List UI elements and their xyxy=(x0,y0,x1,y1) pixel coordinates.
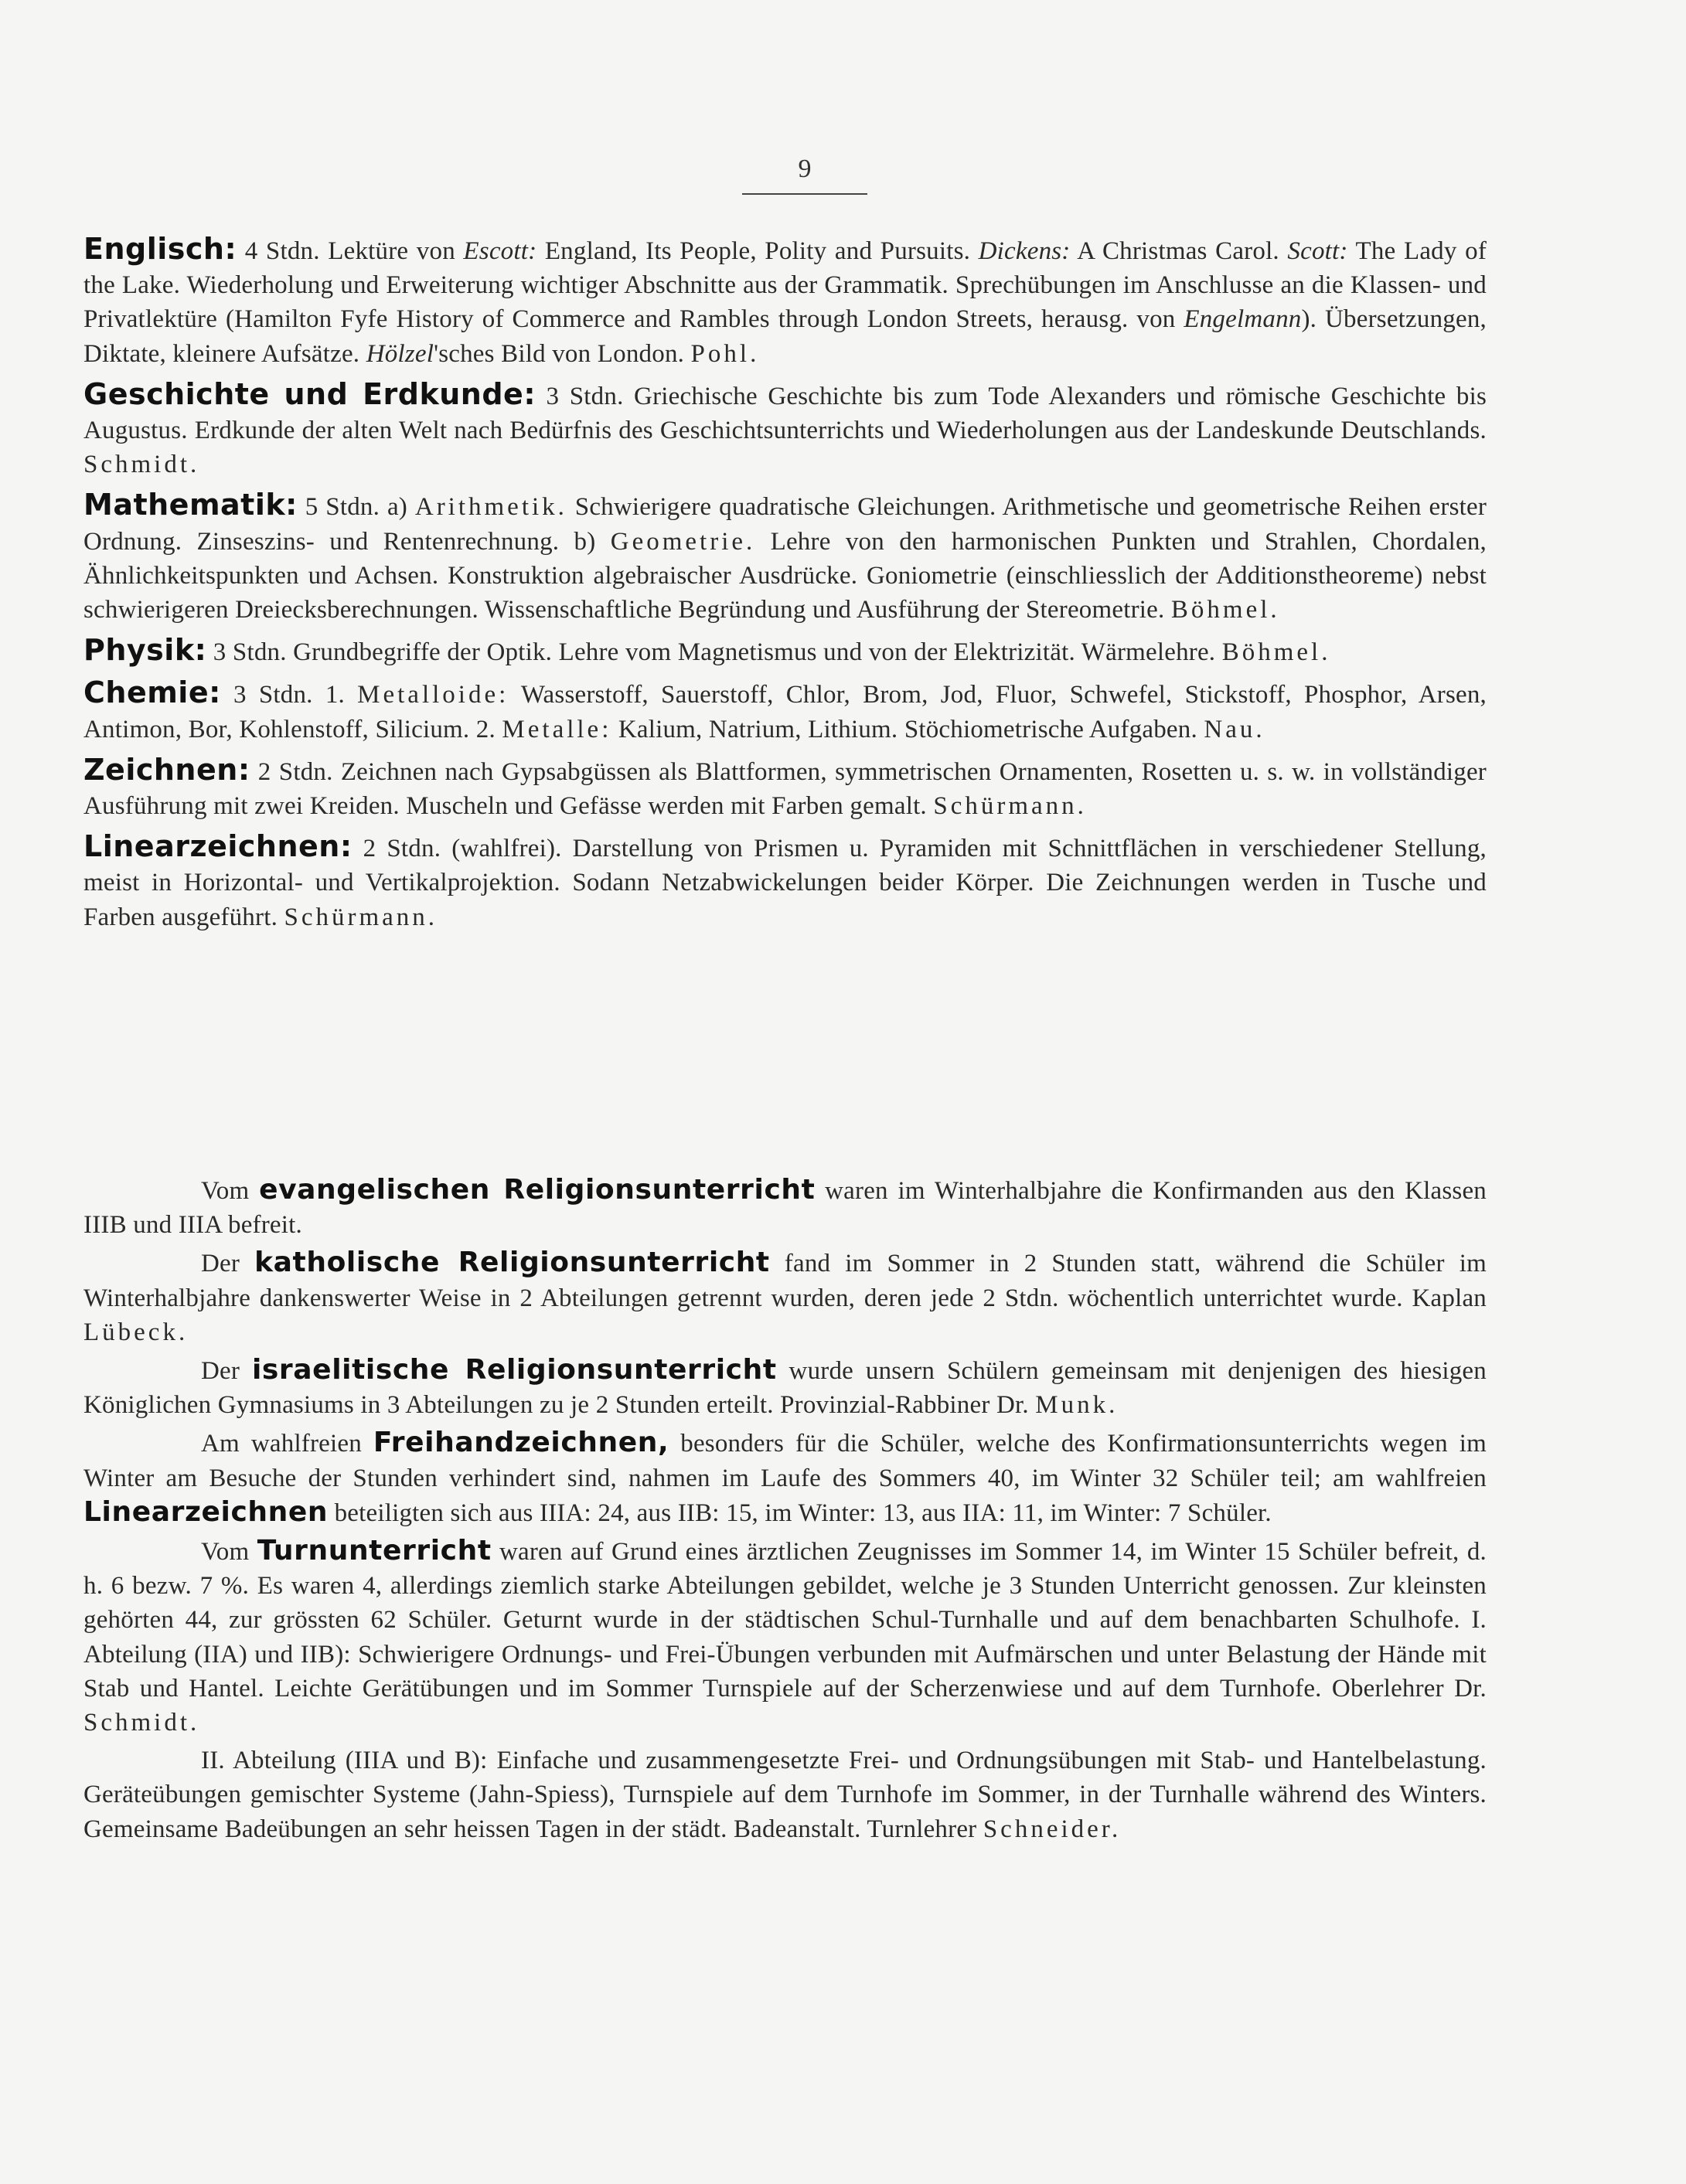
subject-title: Zeichnen xyxy=(83,752,238,787)
subject-list xyxy=(83,232,1487,941)
subject-title: Englisch xyxy=(83,232,225,266)
subject-title: Linearzeichnen xyxy=(83,829,340,864)
subject-title: Physik xyxy=(83,633,195,668)
note-heading: Linearzeichnen xyxy=(83,1495,329,1528)
author-name: Dickens: xyxy=(978,237,1071,265)
subtopic-title: Metalloide: xyxy=(357,681,509,709)
teacher-name: Pohl. xyxy=(690,339,760,368)
note-heading: katholische Religionsunterricht xyxy=(254,1247,770,1279)
subject-hours: 2 Stdn. (wahlfrei). xyxy=(363,835,562,863)
subject-mathematik: Mathematik: 5 Stdn. a) Arithmetik. Schwierigere quadratische Gleichungen. Arithmetische und geometrische Reihen erster Ordnung. Zinseszins- und Rentenrechnung. b) Geometrie. Lehre von den harmonischen Punkten und Strahlen, Chordalen, Ähnlichkeitspunkten und Achsen. Konstruktion algebraischer Ausdrücke. Goniometrie (einschliesslich der Additionstheoreme) nebst schwierigeren Dreiecksberechnungen. Wissenschaftliche Begründung und Ausführung der Stereometrie. Böhmel. xyxy=(83,488,1487,624)
subject-hours: 3 Stdn. xyxy=(546,382,624,410)
note-heading: Freihandzeichnen, xyxy=(373,1427,669,1459)
subject-hours: 4 Stdn. xyxy=(244,237,320,265)
subtopic-title: Arithmetik. xyxy=(414,493,567,522)
teacher-name: Böhmel. xyxy=(1221,638,1331,667)
notes-section xyxy=(83,1173,1487,1850)
note-evangelisch: Vom evangelischen Religionsunterricht waren im Winterhalbjahre die Konfirmanden aus den Klassen IIIB und IIIA befreit. xyxy=(83,1174,1487,1240)
subject-title: Chemie xyxy=(83,675,209,710)
teacher-name: Schneider. xyxy=(983,1815,1122,1843)
page-number: 9 xyxy=(798,155,812,183)
subtopic-title: Metalle: xyxy=(502,715,612,743)
subject-physik: Physik: 3 Stdn. Grundbegriffe der Optik. Lehre vom Magnetismus und von der Elektrizität. Wärmelehre. Böhmel. xyxy=(83,633,1331,668)
note-katholisch: Der katholische Religionsunterricht fand im Sommer in 2 Stunden statt, während die Schüler im Winterhalbjahre dankenswerter Weise in 2 Abteilungen getrennt wurden, deren jede 2 Stdn. wöchentlich unterrichtet wurde. Kaplan Lübeck. xyxy=(83,1247,1487,1346)
subject-linearzeichnen: Linearzeichnen: 2 Stdn. (wahlfrei). Darstellung von Prismen u. Pyramiden mit Schnittflächen in verschiedener Stellung, meist in Horizontal- und Vertikalprojektion. Sodann Netzabwickelungen beider Körper. Die Zeichnungen werden in Tusche und Farben ausgeführt. Schürmann. xyxy=(83,829,1487,931)
teacher-name: Schürmann. xyxy=(933,792,1087,821)
author-name: Escott: xyxy=(463,237,537,265)
teacher-name: Schmidt. xyxy=(83,451,200,479)
note-turnunterricht: Vom Turnunterricht waren auf Grund eines ärztlichen Zeugnisses im Sommer 14, im Winter 15 Schüler befreit, d. h. 6 bezw. 7 %. Es waren 4, allerdings ziemlich starke Abteilungen gebildet, welche je 3 Stunden Unterricht genossen. Zur kleinsten gehörten 44, zur grössten 62 Schüler. Geturnt wurde in der städtischen Schul-Turnhalle und auf dem benachbarten Schulhofe. I. Abteilung (IIA) und IIB): Schwierigere Ordnungs- und Frei-Übungen verbunden mit Aufmärschen und unter Belastung der Hände mit Stab und Hantel. Leichte Gerätübungen und im Sommer Turnspiele auf der Scherzenwiese und auf dem Turnhofe. Oberlehrer Dr. Schmidt. xyxy=(83,1535,1487,1737)
note-israelitisch: Der israelitische Religionsunterricht wurde unsern Schülern gemeinsam mit denjenigen des hiesigen Königlichen Gymnasiums in 3 Abteilungen zu je 2 Stunden erteilt. Provinzial-Rabbiner Dr. Munk. xyxy=(83,1354,1487,1420)
editor-name: Engelmann xyxy=(1184,305,1302,334)
page-number-rule xyxy=(742,193,867,195)
subject-title: Geschichte und Erdkunde xyxy=(83,376,524,411)
teacher-name: Nau. xyxy=(1204,715,1265,743)
note-freihandzeichnen: Am wahlfreien Freihandzeichnen, besonders für die Schüler, welche des Konfirmationsunterrichts wegen im Winter am Besuche der Stunden verhindert sind, nahmen im Laufe des Sommers 40, im Winter 32 Schüler teil; am wahlfreien Linearzeichnen beteiligten sich aus IIIA: 24, aus IIB: 15, im Winter: 13, aus IIA: 11, im Winter: 7 Schüler. xyxy=(83,1427,1487,1528)
teacher-name: Lübeck. xyxy=(83,1318,189,1346)
subject-zeichnen: Zeichnen: 2 Stdn. Zeichnen nach Gypsabgüssen als Blattformen, symmetrischen Ornamenten, Rosetten u. s. w. in vollständiger Ausführung mit zwei Kreiden. Muscheln und Gefässe werden mit Farben gemalt. Schürmann. xyxy=(83,752,1487,821)
subject-hours: 2 Stdn. xyxy=(257,757,333,786)
teacher-name: Böhmel. xyxy=(1170,596,1280,624)
author-name: Scott: xyxy=(1287,237,1348,265)
subject-hours: 3 Stdn. xyxy=(233,681,313,709)
teacher-name: Schürmann. xyxy=(284,903,438,931)
subject-chemie: Chemie: 3 Stdn. 1. Metalloide: Wasserstoff, Sauerstoff, Chlor, Brom, Jod, Fluor, Schwefel, Stickstoff, Phosphor, Arsen, Antimon, Bor, Kohlenstoff, Silicium. 2. Metalle: Kalium, Natrium, Lithium. Stöchiometrische Aufgaben. Nau. xyxy=(83,675,1487,743)
subtopic-title: Geometrie. xyxy=(610,527,756,556)
subject-geschichte: Geschichte und Erdkunde: 3 Stdn. Griechische Geschichte bis zum Tode Alexanders und römische Geschichte bis Augustus. Erdkunde der alten Welt nach Bedürfnis des Geschichtsunterrichts und Wiederholungen aus der Landeskunde Deutschlands. Schmidt. xyxy=(83,376,1487,479)
note-heading: evangelischen Religionsunterricht xyxy=(259,1174,816,1206)
subject-englisch: Englisch: 4 Stdn. Lektüre von Escott: England, Its People, Polity and Pursuits. Dickens: A Christmas Carol. Scott: The Lady of the Lake. Wiederholung und Erweiterung wichtiger Abschnitte aus der Grammatik. Sprechübungen im Anschlusse an die Klassen- und Privatlektüre (Hamilton Fyfe History of Commerce and Rambles through London Streets, herausg. von Engelmann). Übersetzungen, Diktate, kleinere Aufsätze. Hölzel'sches Bild von London. Pohl. xyxy=(83,232,1487,368)
subject-hours: 5 Stdn. xyxy=(305,493,380,522)
subject-hours: 3 Stdn. xyxy=(213,638,287,667)
publisher-name: Hölzel xyxy=(366,339,434,368)
note-heading: israelitische Religionsunterricht xyxy=(251,1354,777,1386)
note-turnunterricht-abteilung-2: II. Abteilung (IIIA und B): Einfache und zusammengesetzte Frei- und Ordnungsübungen mit Stab- und Hantelbelastung. Geräteübungen gemischter Systeme (Jahn-Spiess), Turnspiele auf dem Turnhofe im Sommer, in der Turnhalle während des Winters. Gemeinsame Badeübungen an sehr heissen Tagen in der städt. Badeanstalt. Turnlehrer Schneider. xyxy=(83,1747,1487,1843)
teacher-name: Schmidt. xyxy=(83,1709,200,1737)
teacher-name: Munk. xyxy=(1035,1391,1119,1420)
subject-title: Mathematik xyxy=(83,488,286,522)
note-heading: Turnunterricht xyxy=(257,1535,492,1567)
